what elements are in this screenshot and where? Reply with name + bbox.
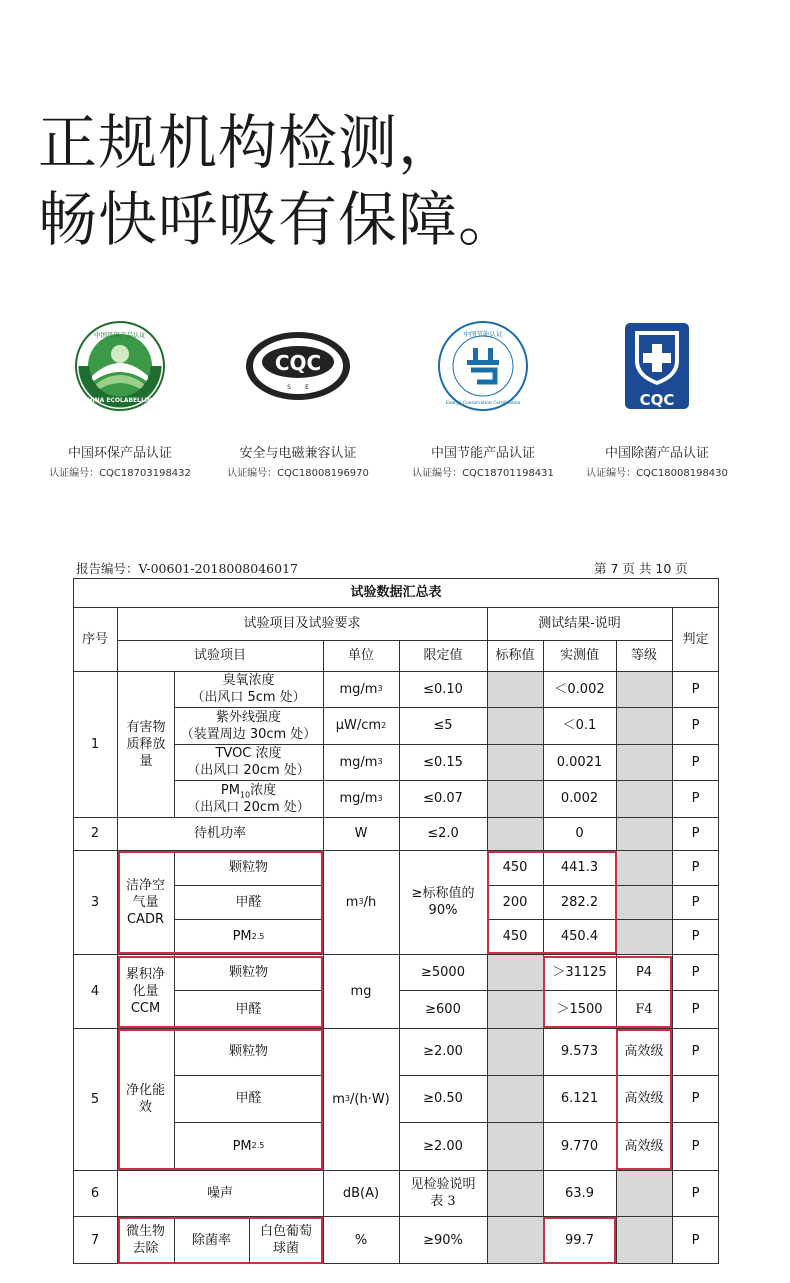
row1-sub1-measured: ＜0.002 [554, 681, 605, 697]
row1-sub3-unit: mg/m 3 [339, 754, 383, 770]
row3-unit: m 3 /h [345, 894, 377, 910]
row4-sub1-limit: ≥5000 [421, 964, 465, 980]
page-suffix: 页 [675, 561, 688, 576]
header-unit: 单位 [347, 648, 374, 663]
report-page [594, 559, 688, 577]
header-judge: 判定 [682, 631, 709, 647]
cert-eco [25, 318, 215, 479]
page-prefix: 第 [594, 561, 607, 576]
row5-sub1-item: 颗粒物 [228, 1044, 268, 1059]
row5-sub1-grade: 高效级 [624, 1044, 664, 1059]
row3-seq: 3 [90, 894, 100, 910]
row7-measured: 99.7 [565, 1232, 594, 1248]
row3-sub2-nominal: 200 [502, 894, 528, 910]
page-mid: 页 共 [622, 561, 652, 576]
row4-group: 累积净 化量 CCM [125, 966, 165, 1016]
headline-line-2: 畅快呼吸有保障。 [38, 185, 519, 254]
eco-logo-bottom-text: CHINA ECOLABELLING [83, 397, 157, 404]
item-note: （出风口 20cm 处） [187, 799, 310, 815]
row6-seq: 6 [90, 1185, 100, 1201]
row3-sub1-judge: P [691, 860, 700, 875]
row1-seq: 1 [90, 736, 100, 752]
cert-name: 中国节能产品认证 [430, 446, 535, 461]
energy-conservation-icon [388, 318, 578, 414]
row1-sub1-judge: P [691, 681, 700, 697]
header-items-req: 试验项目及试验要求 [243, 616, 361, 631]
row4-sub2-judge: P [691, 1001, 700, 1017]
row5-sub2-measured: 6.121 [560, 1091, 599, 1106]
row1-sub1-limit: ≤0.10 [423, 681, 463, 697]
cert-name: 安全与电磁兼容认证 [239, 446, 357, 461]
row1-sub2-item [174, 707, 323, 744]
row3-sub1-measured: 441.3 [560, 860, 599, 875]
row2-limit: ≤2.0 [427, 826, 459, 841]
item-note: （装置周边 30cm 处） [180, 726, 317, 742]
row2-seq: 2 [90, 826, 100, 841]
cert-number: 认证编号：CQC18701198431 [412, 468, 554, 479]
row3-group: 洁净空 气量 CADR [125, 877, 165, 927]
row6-item: 噪声 [206, 1185, 233, 1201]
row7-judge: P [691, 1232, 700, 1248]
row3-sub2-judge: P [691, 894, 700, 910]
row1-group: 有害物质释放量 [126, 719, 166, 769]
page-current: 7 [610, 561, 619, 576]
cqc-antibacterial-shield-icon [562, 318, 752, 414]
row4-sub1-item: 颗粒物 [228, 964, 268, 980]
china-ecolabel-icon [25, 318, 215, 414]
row5-sub1-limit: ≥2.00 [423, 1044, 463, 1059]
report-number: 报告编号：V-00601-2018008046017 [76, 561, 298, 576]
cert-name: 中国环保产品认证 [67, 446, 172, 461]
energy-logo-top-text: 中国节能认证 [463, 330, 503, 338]
row2-measured: 0 [575, 826, 584, 841]
energy-logo-bottom-text: Energy Conservation Certification [445, 401, 521, 406]
item-name: TVOC 浓度 [215, 746, 282, 761]
cert-number: 认证编号：CQC18008198430 [586, 468, 728, 479]
row5-sub2-judge: P [691, 1091, 700, 1106]
row5-sub2-item: 甲醛 [235, 1091, 262, 1106]
row6-unit: dB(A) [342, 1185, 380, 1201]
item-name: 紫外线强度 [215, 709, 281, 725]
row4-sub1-judge: P [691, 964, 700, 980]
row1-sub4-item: $PM_{10}$浓度 （出风口 20cm 处） [187, 782, 310, 815]
row5-sub3-limit: ≥2.00 [423, 1138, 463, 1154]
row4-sub1-grade: P4 [635, 964, 653, 980]
certification-row [0, 318, 790, 488]
row1-sub4-unit: mg/m 3 [339, 791, 383, 806]
page-total: 10 [655, 561, 672, 576]
row5-sub1-measured: 9.573 [560, 1044, 599, 1059]
headline [38, 104, 518, 258]
row4-sub1-measured: ＞31125 [552, 964, 607, 980]
cqc-sub-e: E [305, 384, 309, 391]
cert-number: 认证编号：CQC18703198432 [49, 468, 191, 479]
row6-limit: 见检验说明 表 3 [410, 1177, 476, 1209]
row7-unit: % [354, 1232, 368, 1248]
cqc-logo-text: CQC [274, 351, 322, 375]
row5-sub2-grade: 高效级 [624, 1091, 664, 1106]
cert-energy [388, 318, 578, 479]
row5-sub3-grade: 高效级 [624, 1138, 664, 1154]
row3-sub3-item: PM 2.5 [232, 929, 265, 944]
row3-sub1-item: 颗粒物 [228, 860, 268, 875]
row1-sub1-item [174, 671, 323, 707]
row3-sub2-item: 甲醛 [235, 894, 262, 910]
row5-sub3-item: PM 2.5 [232, 1138, 265, 1154]
headline-line-1: 正规机构检测， [38, 108, 459, 177]
row6-judge: P [691, 1185, 700, 1201]
row5-unit: m 3 /(h·W) [332, 1091, 390, 1107]
row3-sub1-nominal: 450 [502, 860, 528, 875]
header-item: 试验项目 [193, 648, 246, 663]
test-summary-table [73, 578, 719, 1264]
row1-sub2-judge: P [691, 718, 700, 733]
row4-sub2-limit: ≥600 [425, 1001, 461, 1017]
row5-group: 净化能 效 [125, 1083, 165, 1115]
cqc-shield-logo-text: CQC [639, 391, 675, 409]
row3-sub3-measured: 450.4 [560, 929, 599, 944]
row4-seq: 4 [90, 983, 100, 999]
row7-limit: ≥90% [423, 1232, 463, 1248]
row1-sub4-judge: P [691, 791, 700, 806]
row5-seq: 5 [90, 1091, 100, 1107]
row1-sub2-measured: ＜0.1 [562, 718, 597, 733]
header-results: 测试结果-说明 [538, 616, 621, 631]
row4-unit: mg [350, 983, 372, 999]
row1-sub2-unit: μW/cm 2 [335, 718, 387, 733]
row3-sub3-judge: P [691, 929, 700, 944]
row1-sub3-item [174, 744, 323, 780]
header-measured: 实测值 [559, 648, 599, 663]
row7-mid: 除菌率 [191, 1232, 231, 1248]
row7-group: 微生物 去除 [125, 1224, 165, 1256]
row5-sub2-limit: ≥0.50 [423, 1091, 463, 1106]
row1-sub2-limit: ≤5 [433, 718, 453, 733]
row6-measured: 63.9 [565, 1185, 594, 1201]
header-nominal: 标称值 [495, 648, 535, 663]
row7-item: 白色葡萄 球菌 [259, 1224, 312, 1256]
header-limit: 限定值 [423, 648, 463, 663]
row1-sub1-unit: mg/m 3 [339, 681, 383, 697]
row1-sub4-limit: ≤0.07 [423, 791, 463, 806]
eco-logo-top-text: 中国环保产品认证 [94, 331, 146, 339]
cert-name: 中国除菌产品认证 [604, 446, 709, 461]
cert-number: 认证编号：CQC18008196970 [227, 468, 369, 479]
item-note: （出风口 20cm 处） [187, 763, 310, 778]
row5-sub3-measured: 9.770 [560, 1138, 599, 1154]
cqc-sub-s: S [287, 384, 291, 391]
header-seq: 序号 [81, 631, 108, 647]
row3-sub2-measured: 282.2 [560, 894, 599, 910]
row2-unit: W [354, 826, 368, 841]
cert-antibacterial [562, 318, 752, 479]
row1-sub3-measured: 0.0021 [556, 754, 603, 770]
row4-sub2-measured: ＞1500 [556, 1001, 603, 1017]
table-title: 试验数据汇总表 [350, 585, 442, 600]
row1-sub3-judge: P [691, 754, 700, 770]
item-note: （出风口 5cm 处） [191, 690, 306, 705]
header-grade: 等级 [630, 648, 657, 663]
row3-sub3-nominal: 450 [502, 929, 528, 944]
row4-sub2-item: 甲醛 [235, 1001, 262, 1017]
row2-item: 待机功率 [193, 826, 246, 841]
item-name: 臭氧浓度 [222, 673, 275, 688]
cqc-safety-emc-icon [203, 318, 393, 414]
row1-sub3-limit: ≤0.15 [423, 754, 463, 770]
row7-seq: 7 [90, 1232, 100, 1248]
row1-sub4-measured: 0.002 [560, 791, 599, 806]
cert-safety [203, 318, 393, 479]
row2-judge: P [691, 826, 700, 841]
row4-sub2-grade: F4 [635, 1001, 653, 1017]
row3-limit: ≥标称值的 90% [411, 886, 475, 918]
row5-sub3-judge: P [691, 1138, 700, 1154]
row5-sub1-judge: P [691, 1044, 700, 1059]
